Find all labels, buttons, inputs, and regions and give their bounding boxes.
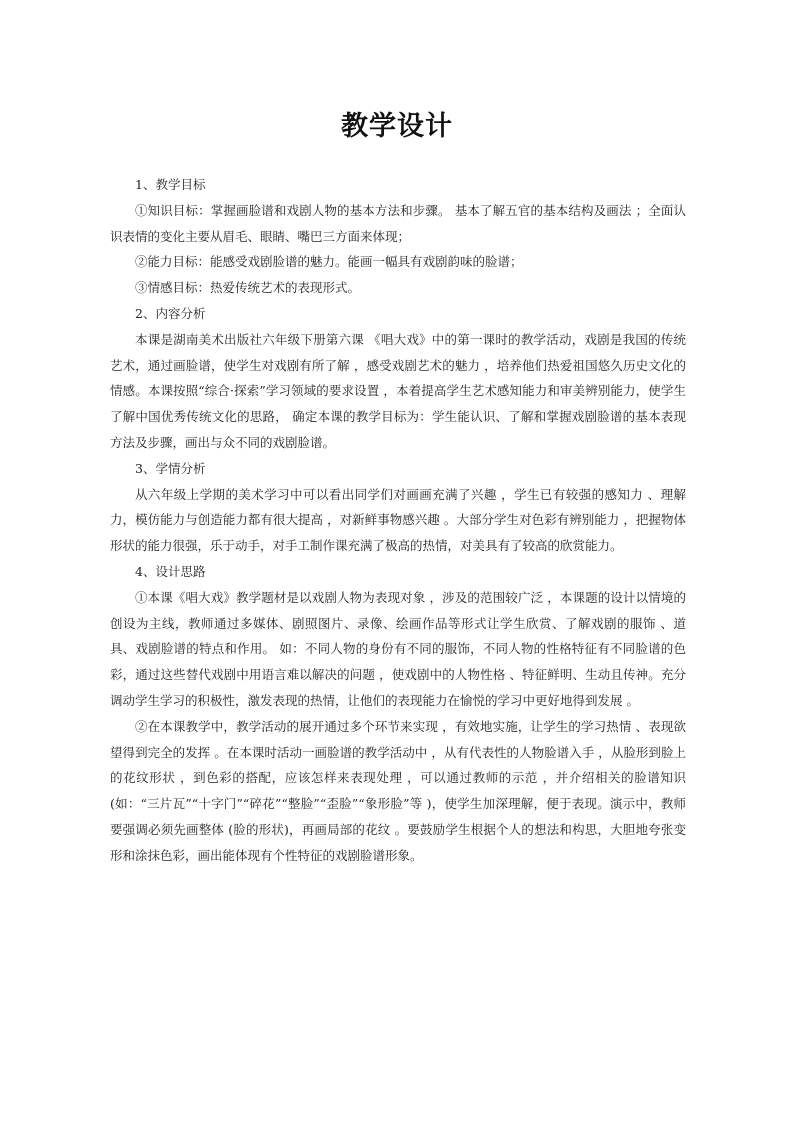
paragraph: 从六年级上学期的美术学习中可以看出同学们对画画充满了兴趣 ，学生已有较强的感知力 、理解力，模仿能力与创造能力都有很大提高 ，对新鲜事物感兴趣 。大部分学生对色彩有辨别能力 ，把握物体形状的能力很强，乐于动手，对手工制作课充满了极高的热情，对美具有了较高的欣赏能力。 [110,486,686,554]
section-content-analysis [110,301,686,456]
section-heading: 4、设计思路 [135,563,206,579]
section-heading: 3、学情分析 [135,460,206,476]
page-title: 教学设计 [341,111,453,142]
section-teaching-goals [110,172,686,301]
paragraph: 本课是湖南美术出版社六年级下册第六课 《唱大戏》中的第一课时的教学活动，戏剧是我国的传统艺术，通过画脸谱，使学生对戏剧有所了解 ，感受戏剧艺术的魅力 ，培养他们热爱祖国悠久历史文化的情感。本课按照“综合·探索”学习领域的要求设置 ，本着提高学生艺术感知能力和审美辨别能力，使学生了解中国优秀传统文化的思路， 确定本课的教学目标为：学生能认识、了解和掌握戏剧脸谱的基本表现方法及步骤，画出与众不同的戏剧脸谱。 [110,331,686,450]
document-body [110,172,686,869]
paragraph: ②在本课教学中，教学活动的展开通过多个环节来实现 ，有效地实施，让学生的学习热情 、表现欲望得到完全的发挥 。在本课时活动一画脸谱的教学活动中 ，从有代表性的人物脸谱入手 ，从脸形到脸上的花纹形状 ，到色彩的搭配，应该怎样来表现处理 ，可以通过教师的示范 ，并介绍相关的脸谱知识(如：“三片瓦”“十字门”“碎花”“整脸”“歪脸”“象形脸”等 )，使学生加深理解，便于表现。演示中，教师要强调必须先画整体 (脸的形状)，再画局部的花纹 。要鼓励学生根据个人的想法和构思，大胆地夸张变形和涂抹色彩，画出能体现有个性特征的戏剧脸谱形象。 [110,718,686,863]
section-design-ideas [110,559,686,869]
section-heading: 2、内容分析 [135,305,206,321]
section-learner-analysis [110,456,686,559]
paragraph: ③情感目标：热爱传统艺术的表现形式。 [135,280,361,296]
section-heading: 1、教学目标 [135,177,206,192]
paragraph: ①知识目标：掌握画脸谱和戏剧人物的基本方法和步骤。 基本了解五官的基本结构及画法 ；全面认识表情的变化主要从眉毛、眼睛、嘴巴三方面来体现； [110,202,686,244]
paragraph: ②能力目标：能感受戏剧脸谱的魅力。能画一幅具有戏剧韵味的脸谱； [135,254,523,270]
paragraph: ①本课《唱大戏》教学题材是以戏剧人物为表现对象 ，涉及的范围较广泛 ，本课题的设计以情境的创设为主线，教师通过多媒体、剧照图片、录像、绘画作品等形式让学生欣赏、了解戏剧的服饰 、道具、戏剧脸谱的特点和作用。 如：不同人物的身份有不同的服饰，不同人物的性格特征有不同脸谱的色彩，通过这些替代戏剧中用语言难以解决的问题 ，使戏剧中的人物性格 、特征鲜明、生动且传神。充分调动学生学习的积极性，激发表现的热情，让他们的表现能力在愉悦的学习中更好地得到发展 。 [110,589,686,708]
